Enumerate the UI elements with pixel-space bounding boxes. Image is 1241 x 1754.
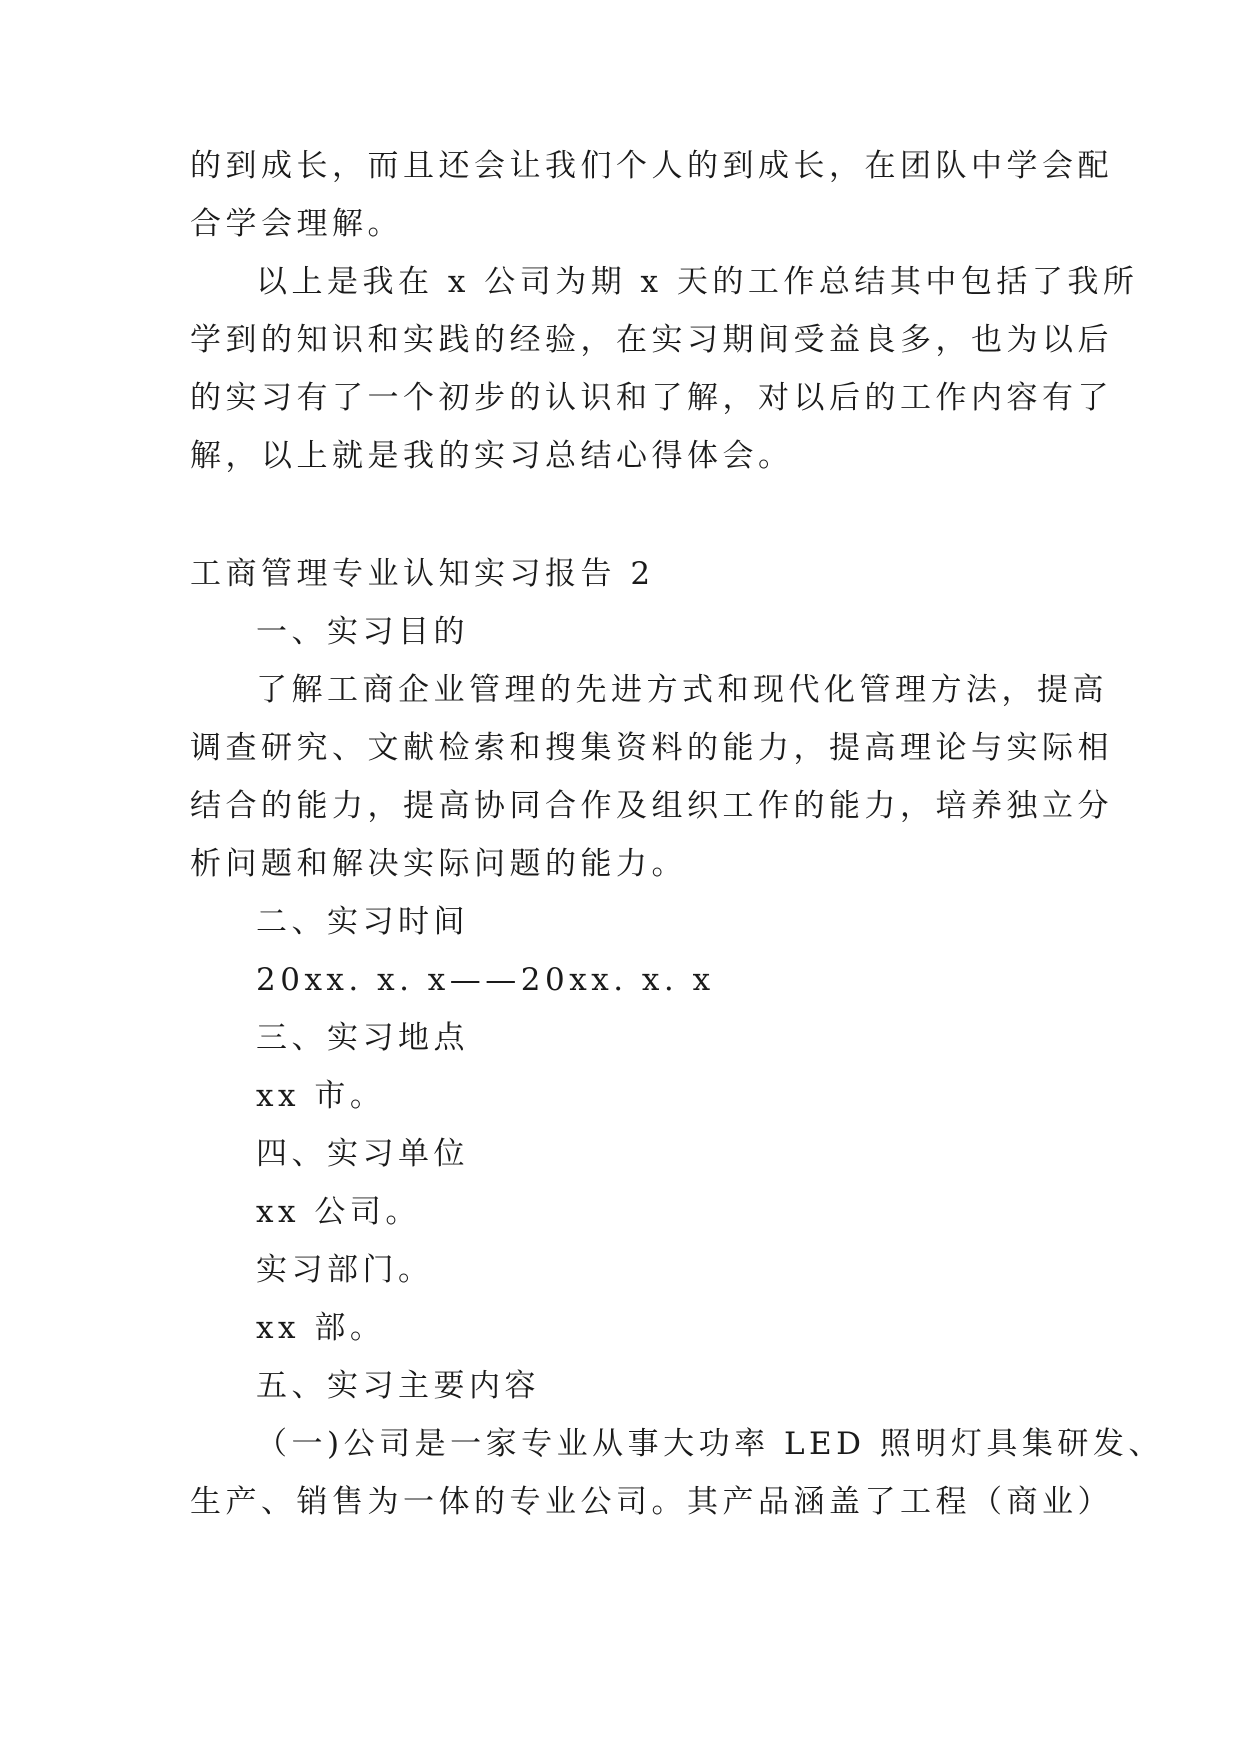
report-title: 工商管理专业认知实习报告 2 [190,556,655,592]
paragraph-line: （一)公司是一家专业从事大功率 LED 照明灯具集研发、 [256,1426,1164,1462]
section-heading: 二、实习时间 [256,904,469,940]
paragraph-line: 了解工商企业管理的先进方式和现代化管理方法，提高 [256,672,1108,708]
paragraph-line: 的到成长，而且还会让我们个人的到成长，在团队中学会配 [190,148,1113,184]
location-text: xx 市。 [256,1078,386,1114]
date-range: 20xx. x. x——20xx. x. x [256,962,715,998]
paragraph-line: 合学会理解。 [190,206,403,242]
paragraph-line: 以上是我在 x 公司为期 x 天的工作总结其中包括了我所 [256,264,1139,300]
paragraph-line: 的实习有了一个初步的认识和了解，对以后的工作内容有了 [190,380,1113,416]
section-heading: 四、实习单位 [256,1136,469,1172]
paragraph-line: 生产、销售为一体的专业公司。其产品涵盖了工程（商业） [190,1484,1113,1520]
paragraph-line: 学到的知识和实践的经验，在实习期间受益良多，也为以后 [190,322,1113,358]
company-text: xx 公司。 [256,1194,421,1230]
paragraph-line: 调查研究、文献检索和搜集资料的能力，提高理论与实际相 [190,730,1113,766]
section-heading: 五、实习主要内容 [256,1368,540,1404]
paragraph-line: 析问题和解决实际问题的能力。 [190,846,687,882]
section-heading: 三、实习地点 [256,1020,469,1056]
department-text: xx 部。 [256,1310,386,1346]
paragraph-line: 结合的能力，提高协同合作及组织工作的能力，培养独立分 [190,788,1113,824]
section-heading: 一、实习目的 [256,614,469,650]
department-label: 实习部门。 [256,1252,434,1288]
paragraph-line: 解，以上就是我的实习总结心得体会。 [190,438,794,474]
